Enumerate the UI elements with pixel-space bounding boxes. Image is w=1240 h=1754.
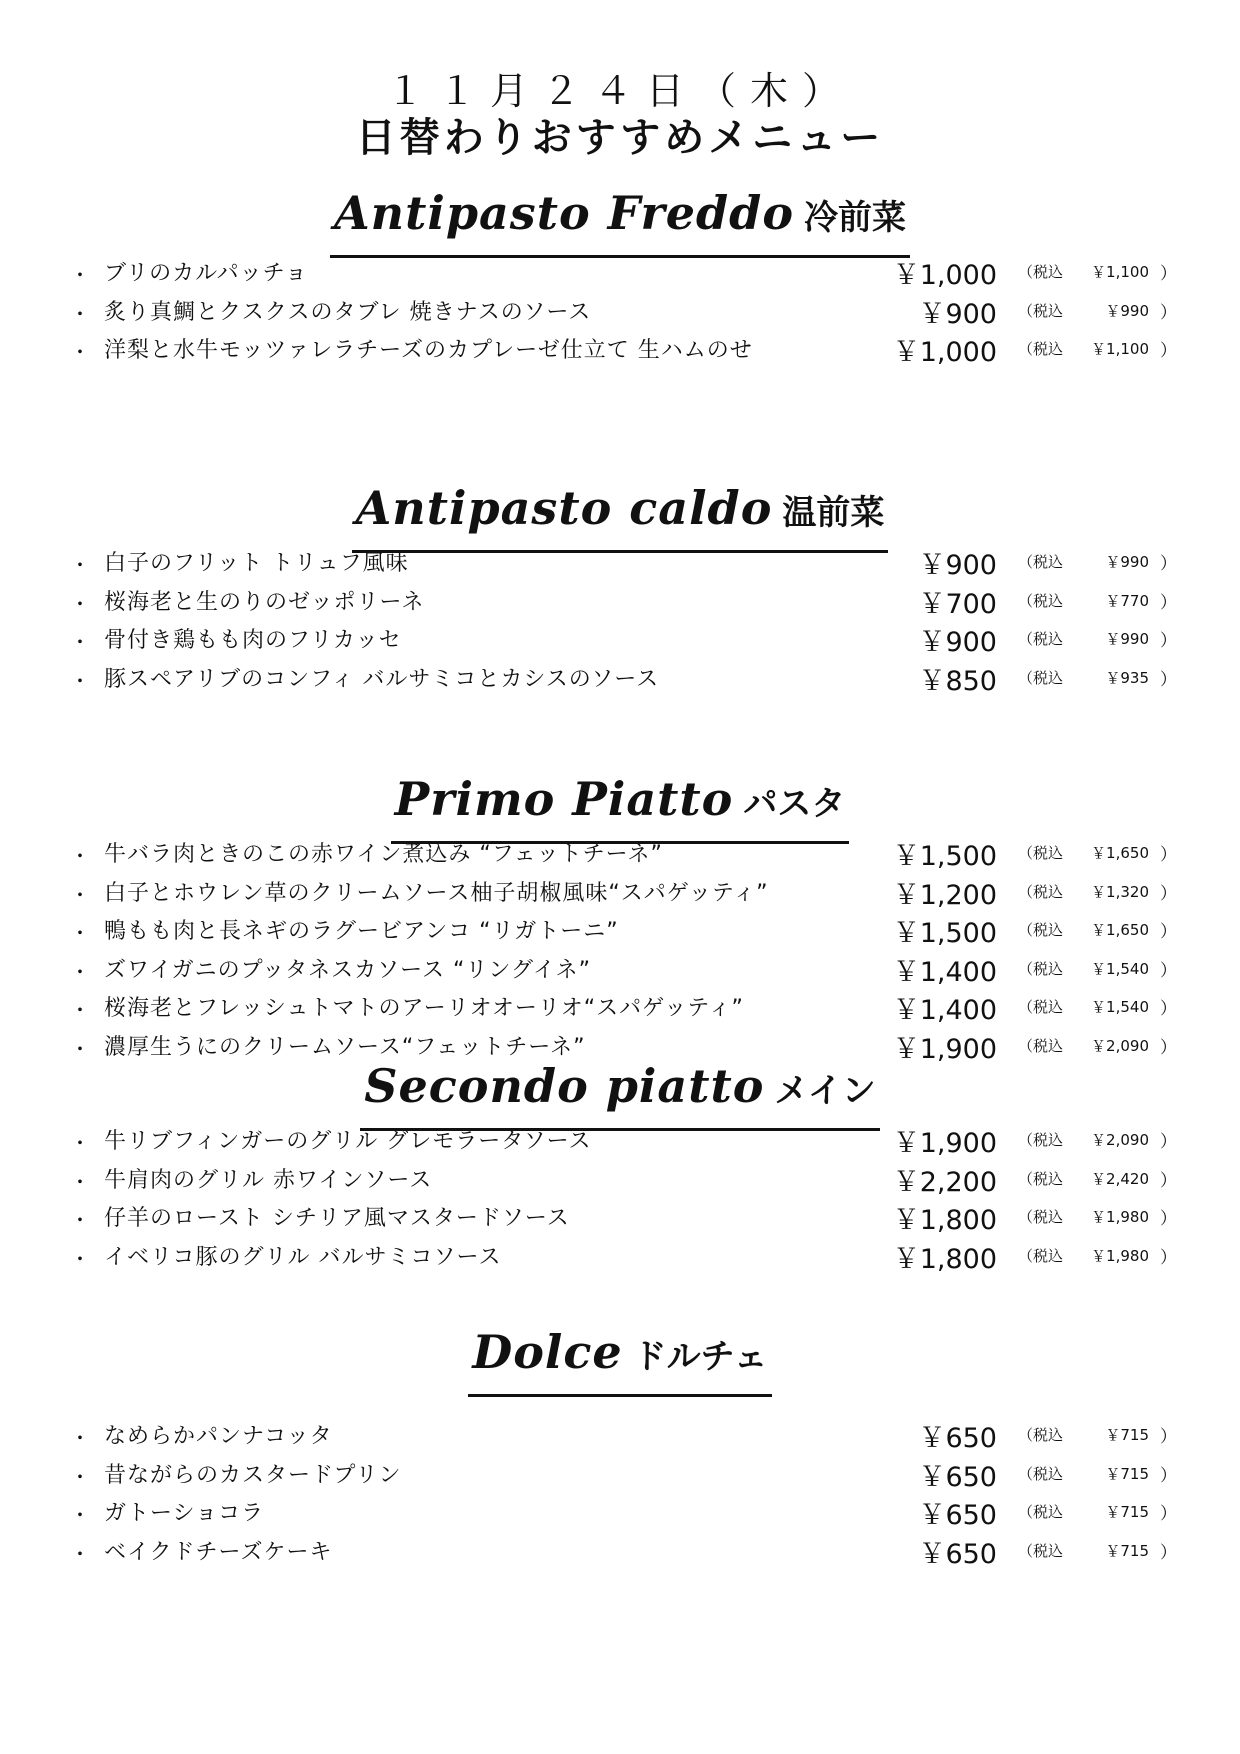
menu-item-tax-price: ￥990 — [1105, 553, 1149, 571]
section-title — [0, 184, 1240, 258]
tax-included-label: （税込 — [1018, 1426, 1064, 1444]
tax-included-label: （税込 — [1018, 1208, 1064, 1226]
menu-item-tax-price: ￥715 — [1105, 1426, 1149, 1444]
menu-item-price: ￥1,500 — [892, 918, 997, 949]
tax-close-paren: ） — [1160, 1038, 1177, 1058]
tax-close-paren: ） — [1160, 1171, 1177, 1191]
section-title-jp: パスタ — [743, 784, 846, 824]
tax-included-label: （税込 — [1018, 1037, 1064, 1055]
tax-included-label: （税込 — [1018, 1131, 1064, 1149]
tax-close-paren: ） — [1160, 1504, 1177, 1524]
menu-item-price: ￥650 — [918, 1539, 997, 1570]
section-title — [0, 479, 1240, 553]
menu-item-price: ￥650 — [918, 1462, 997, 1493]
menu-item-name: ズワイガニのプッタネスカソース “リングイネ” — [104, 958, 592, 983]
section-title-en: Primo Piatto — [394, 772, 734, 826]
bullet: ・ — [70, 1426, 90, 1450]
menu-item-name: なめらかパンナコッタ — [104, 1424, 333, 1449]
bullet: ・ — [70, 883, 90, 907]
menu-item-price: ￥2,200 — [892, 1167, 997, 1198]
tax-close-paren: ） — [1160, 593, 1177, 613]
menu-item-tax-price: ￥990 — [1105, 302, 1149, 320]
tax-included-label: （税込 — [1018, 1170, 1064, 1188]
bullet: ・ — [70, 263, 90, 287]
menu-item-price: ￥1,200 — [892, 880, 997, 911]
menu-item-tax-price: ￥1,980 — [1091, 1208, 1149, 1226]
bullet: ・ — [70, 921, 90, 945]
menu-item — [0, 1198, 1240, 1236]
menu-item — [0, 330, 1240, 368]
menu-item-price: ￥650 — [918, 1423, 997, 1454]
menu-item-name: 炙り真鯛とクスクスのタブレ 焼きナスのソース — [104, 300, 592, 325]
menu-item-tax-price: ￥1,100 — [1091, 263, 1149, 281]
menu-item-name: 骨付き鶏もも肉のフリカッセ — [104, 628, 402, 653]
menu-item-name: 洋梨と水牛モッツァレラチーズのカプレーゼ仕立て 生ハムのせ — [104, 338, 753, 363]
bullet: ・ — [70, 592, 90, 616]
bullet: ・ — [70, 1247, 90, 1271]
tax-included-label: （税込 — [1018, 883, 1064, 901]
section-title-jp: 温前菜 — [782, 493, 885, 533]
tax-included-label: （税込 — [1018, 340, 1064, 358]
menu-item-tax-price: ￥1,650 — [1091, 844, 1149, 862]
tax-close-paren: ） — [1160, 670, 1177, 690]
tax-close-paren: ） — [1160, 884, 1177, 904]
menu-item-price: ￥1,800 — [892, 1205, 997, 1236]
menu-title: 日替わりおすすめメニュー — [355, 115, 885, 161]
bullet: ・ — [70, 1503, 90, 1527]
tax-close-paren: ） — [1160, 264, 1177, 284]
bullet: ・ — [70, 630, 90, 654]
bullet: ・ — [70, 998, 90, 1022]
menu-item — [0, 253, 1240, 291]
menu-item-price: ￥1,000 — [892, 260, 997, 291]
menu-item — [0, 1532, 1240, 1570]
tax-included-label: （税込 — [1018, 844, 1064, 862]
tax-included-label: （税込 — [1018, 1503, 1064, 1521]
menu-item-tax-price: ￥990 — [1105, 630, 1149, 648]
menu-item-name: イベリコ豚のグリル バルサミコソース — [104, 1245, 502, 1270]
menu-item — [0, 1121, 1240, 1159]
tax-close-paren: ） — [1160, 1543, 1177, 1563]
bullet: ・ — [70, 1465, 90, 1489]
bullet: ・ — [70, 1037, 90, 1061]
menu-item — [0, 950, 1240, 988]
menu-item-price: ￥1,500 — [892, 841, 997, 872]
tax-close-paren: ） — [1160, 922, 1177, 942]
menu-item — [0, 873, 1240, 911]
section-heading — [360, 1057, 879, 1131]
tax-included-label: （税込 — [1018, 1247, 1064, 1265]
tax-close-paren: ） — [1160, 1209, 1177, 1229]
tax-close-paren: ） — [1160, 1248, 1177, 1268]
menu-item-price: ￥1,900 — [892, 1128, 997, 1159]
menu-item-tax-price: ￥2,090 — [1091, 1037, 1149, 1055]
menu-item — [0, 659, 1240, 697]
menu-item-price: ￥900 — [918, 627, 997, 658]
section-title-jp: メイン — [774, 1071, 876, 1111]
menu-item-name: 濃厚生うにのクリームソース“フェットチーネ” — [104, 1035, 586, 1060]
section-title — [0, 1323, 1240, 1397]
tax-close-paren: ） — [1160, 1466, 1177, 1486]
menu-item-name: 鴨もも肉と長ネギのラグービアンコ “リガトーニ” — [104, 919, 619, 944]
menu-item-name: ガトーショコラ — [104, 1501, 265, 1526]
bullet: ・ — [70, 1542, 90, 1566]
menu-item-price: ￥1,000 — [892, 337, 997, 368]
bullet: ・ — [70, 844, 90, 868]
menu-item-tax-price: ￥770 — [1105, 592, 1149, 610]
tax-included-label: （税込 — [1018, 960, 1064, 978]
menu-item — [0, 292, 1240, 330]
section-title-en: Dolce — [472, 1325, 623, 1379]
section-heading — [391, 770, 850, 844]
menu-item-tax-price: ￥1,650 — [1091, 921, 1149, 939]
tax-close-paren: ） — [1160, 1427, 1177, 1447]
menu-item-tax-price: ￥1,540 — [1091, 998, 1149, 1016]
section-heading — [352, 479, 889, 553]
menu-item-name: 昔ながらのカスタードプリン — [104, 1463, 402, 1488]
bullet: ・ — [70, 1131, 90, 1155]
menu-item-name: ブリのカルパッチョ — [104, 261, 308, 286]
tax-close-paren: ） — [1160, 845, 1177, 865]
menu-item-name: 牛バラ肉ときのこの赤ワイン煮込み “フェットチーネ” — [104, 842, 663, 867]
bullet: ・ — [70, 1208, 90, 1232]
tax-included-label: （税込 — [1018, 1465, 1064, 1483]
menu-item-tax-price: ￥715 — [1105, 1542, 1149, 1560]
menu-item — [0, 543, 1240, 581]
menu-item — [0, 1237, 1240, 1275]
section-title — [0, 770, 1240, 844]
menu-item-tax-price: ￥1,540 — [1091, 960, 1149, 978]
menu-item-name: 牛肩肉のグリル 赤ワインソース — [104, 1168, 433, 1193]
tax-close-paren: ） — [1160, 1132, 1177, 1152]
tax-included-label: （税込 — [1018, 998, 1064, 1016]
menu-item-tax-price: ￥935 — [1105, 669, 1149, 687]
menu-item-price: ￥700 — [918, 589, 997, 620]
tax-close-paren: ） — [1160, 631, 1177, 651]
menu-item-price: ￥900 — [918, 550, 997, 581]
bullet: ・ — [70, 960, 90, 984]
tax-included-label: （税込 — [1018, 263, 1064, 281]
tax-included-label: （税込 — [1018, 553, 1064, 571]
menu-item-tax-price: ￥715 — [1105, 1503, 1149, 1521]
menu-item-price: ￥1,800 — [892, 1244, 997, 1275]
section-title-jp: 冷前菜 — [804, 198, 907, 238]
menu-item-tax-price: ￥715 — [1105, 1465, 1149, 1483]
menu-item-price: ￥650 — [918, 1500, 997, 1531]
menu-item-name: 牛リブフィンガーのグリル グレモラータソース — [104, 1129, 592, 1154]
tax-close-paren: ） — [1160, 999, 1177, 1019]
menu-item-price: ￥1,400 — [892, 957, 997, 988]
menu-item-name: 仔羊のロースト シチリア風マスタードソース — [104, 1206, 570, 1231]
menu-item-price: ￥1,400 — [892, 995, 997, 1026]
tax-close-paren: ） — [1160, 303, 1177, 323]
menu-item — [0, 582, 1240, 620]
menu-item-tax-price: ￥1,980 — [1091, 1247, 1149, 1265]
section-heading — [330, 184, 910, 258]
bullet: ・ — [70, 1170, 90, 1194]
menu-item — [0, 620, 1240, 658]
bullet: ・ — [70, 302, 90, 326]
tax-included-label: （税込 — [1018, 302, 1064, 320]
menu-item — [0, 1455, 1240, 1493]
tax-included-label: （税込 — [1018, 592, 1064, 610]
menu-item — [0, 834, 1240, 872]
menu-item — [0, 911, 1240, 949]
menu-item-name: 白子とホウレン草のクリームソース柚子胡椒風味“スパゲッティ” — [104, 881, 769, 906]
section-heading — [468, 1323, 771, 1397]
bullet: ・ — [70, 340, 90, 364]
section-title-en: Antipasto Freddo — [333, 186, 795, 240]
section-title-en: Antipasto caldo — [355, 481, 773, 535]
menu-item-price: ￥900 — [918, 299, 997, 330]
menu-item — [0, 1160, 1240, 1198]
tax-included-label: （税込 — [1018, 630, 1064, 648]
menu-item-name: ベイクドチーズケーキ — [104, 1540, 333, 1565]
section-title-en: Secondo piatto — [364, 1059, 765, 1113]
tax-included-label: （税込 — [1018, 921, 1064, 939]
section-title-jp: ドルチェ — [632, 1337, 768, 1377]
menu-date: １１月２４日（木） — [385, 69, 854, 113]
menu-item-name: 桜海老とフレッシュトマトのアーリオオーリオ“スパゲッティ” — [104, 996, 744, 1021]
tax-included-label: （税込 — [1018, 1542, 1064, 1560]
menu-item-price: ￥850 — [918, 666, 997, 697]
tax-included-label: （税込 — [1018, 669, 1064, 687]
menu-item — [0, 1416, 1240, 1454]
menu-item — [0, 988, 1240, 1026]
menu-item-tax-price: ￥1,320 — [1091, 883, 1149, 901]
bullet: ・ — [70, 553, 90, 577]
menu-item-name: 白子のフリット トリュフ風味 — [104, 551, 409, 576]
menu-item-tax-price: ￥2,420 — [1091, 1170, 1149, 1188]
menu-item — [0, 1493, 1240, 1531]
menu-item-name: 豚スペアリブのコンフィ バルサミコとカシスのソース — [104, 667, 660, 692]
bullet: ・ — [70, 669, 90, 693]
tax-close-paren: ） — [1160, 341, 1177, 361]
menu-item-name: 桜海老と生のりのゼッポリーネ — [104, 590, 425, 615]
menu-item-tax-price: ￥2,090 — [1091, 1131, 1149, 1149]
menu-item-price: ￥1,900 — [892, 1034, 997, 1065]
section-title — [0, 1057, 1240, 1131]
tax-close-paren: ） — [1160, 554, 1177, 574]
tax-close-paren: ） — [1160, 961, 1177, 981]
menu-item-tax-price: ￥1,100 — [1091, 340, 1149, 358]
